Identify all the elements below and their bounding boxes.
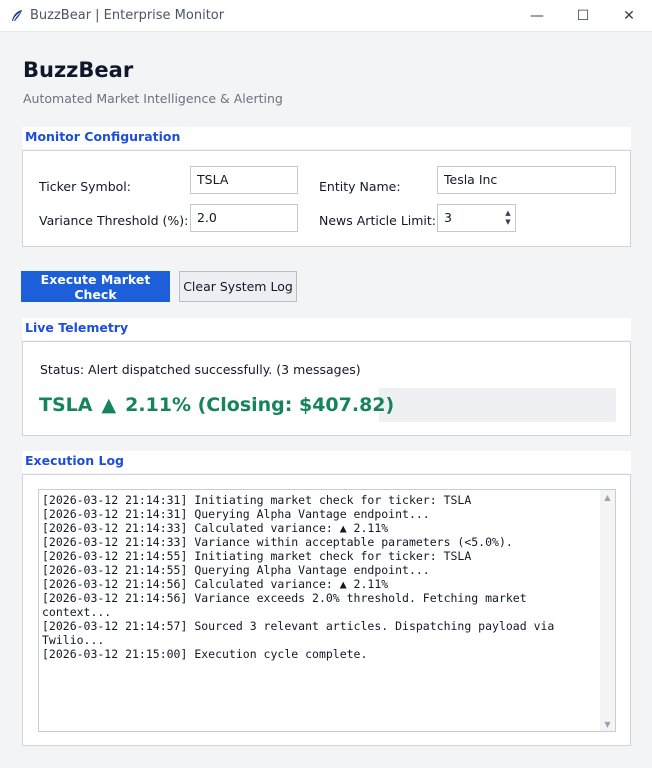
entity-input[interactable]: Tesla Inc <box>437 166 616 194</box>
log-line: [2026-03-12 21:14:56] Calculated variance: ▲ 2.11% <box>42 577 389 591</box>
config-panel <box>22 150 631 247</box>
log-line: [2026-03-12 21:14:56] Variance exceeds 2.0% threshold. Fetching market <box>42 591 527 605</box>
status-text: Status: Alert dispatched successfully. (3 messages) <box>40 362 361 377</box>
ticker-change: 2.11% (Closing: $407.82) <box>125 394 395 416</box>
log-line: context... <box>42 605 112 619</box>
scroll-down-icon[interactable]: ▼ <box>604 719 611 729</box>
spin-down-icon[interactable]: ▼ <box>505 218 511 226</box>
feather-icon <box>10 9 24 23</box>
ticker-label: Ticker Symbol: <box>39 179 131 194</box>
log-line: [2026-03-12 21:14:33] Variance within acceptable parameters (<5.0%). <box>42 535 513 549</box>
log-line: [2026-03-12 21:14:57] Sourced 3 relevant articles. Dispatching payload via <box>42 619 555 633</box>
log-line: [2026-03-12 21:15:00] Execution cycle complete. <box>42 647 368 661</box>
window-title: BuzzBear | Enterprise Monitor <box>30 8 225 23</box>
up-arrow-icon: ▲ <box>101 394 117 416</box>
window-titlebar <box>0 0 652 32</box>
scroll-up-icon[interactable]: ▲ <box>604 492 611 502</box>
window-controls <box>514 0 652 32</box>
log-textarea[interactable] <box>38 489 616 732</box>
telemetry-panel <box>22 341 631 436</box>
spin-up-icon[interactable]: ▲ <box>505 209 511 217</box>
variance-input[interactable]: 2.0 <box>190 204 298 232</box>
news-limit-value: 3 <box>444 210 452 225</box>
clear-system-log-button[interactable]: Clear System Log <box>179 271 297 302</box>
maximize-button[interactable]: ☐ <box>576 8 590 24</box>
config-section-title: Monitor Configuration <box>22 127 631 149</box>
spinbox-arrows[interactable] <box>502 207 514 229</box>
log-line: [2026-03-12 21:14:31] Initiating market check for ticker: TSLA <box>42 493 472 507</box>
ticker-symbol: TSLA <box>39 394 93 416</box>
news-limit-label: News Article Limit: <box>319 213 437 228</box>
execute-market-check-button[interactable]: Execute Market Check <box>21 271 170 302</box>
news-limit-spinbox[interactable] <box>437 204 516 232</box>
app-subtitle: Automated Market Intelligence & Alerting <box>23 91 283 106</box>
ticker-readout-background <box>379 388 616 422</box>
minimize-button[interactable]: — <box>530 8 544 24</box>
log-line: [2026-03-12 21:14:55] Querying Alpha Vantage endpoint... <box>42 563 430 577</box>
log-text <box>42 493 597 661</box>
log-line: [2026-03-12 21:14:55] Initiating market check for ticker: TSLA <box>42 549 472 563</box>
log-section-title: Execution Log <box>22 451 631 473</box>
log-line: [2026-03-12 21:14:31] Querying Alpha Vantage endpoint... <box>42 507 430 521</box>
entity-label: Entity Name: <box>319 179 401 194</box>
log-line: [2026-03-12 21:14:33] Calculated variance: ▲ 2.11% <box>42 521 389 535</box>
close-button[interactable]: ✕ <box>623 8 635 24</box>
log-scrollbar[interactable] <box>600 490 615 731</box>
telemetry-section-title: Live Telemetry <box>22 318 631 340</box>
app-title: BuzzBear <box>23 58 134 82</box>
ticker-readout <box>39 388 616 422</box>
log-line: Twilio... <box>42 633 105 647</box>
log-panel <box>22 474 631 746</box>
variance-label: Variance Threshold (%): <box>39 213 189 228</box>
ticker-input[interactable]: TSLA <box>190 166 298 194</box>
